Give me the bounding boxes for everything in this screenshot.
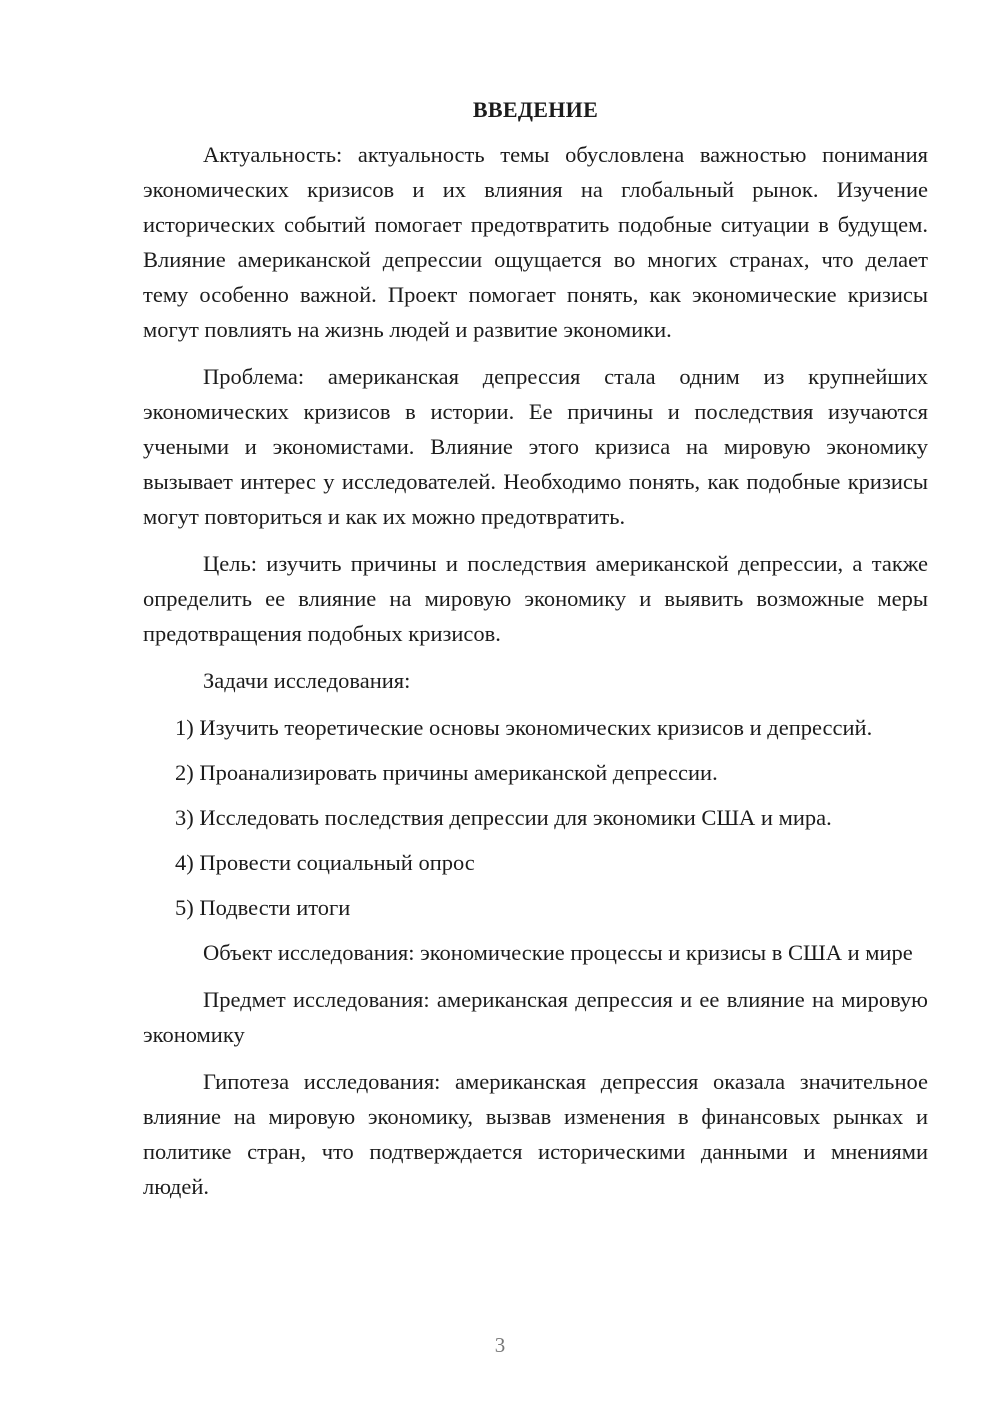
paragraph-object: Объект исследования: экономические процессы и кризисы в США и мире — [203, 940, 913, 965]
list-item: 5) Подвести итоги — [175, 895, 351, 920]
list-item: 3) Исследовать последствия депрессии для экономики США и мира. — [175, 805, 832, 830]
list-item: 1) Изучить теоретические основы экономических кризисов и депрессий. — [175, 715, 873, 740]
tasks-heading: Задачи исследования: — [203, 668, 411, 693]
paragraph-subject: Предмет исследования: американская депрессия и ее влияние на мировую экономику — [143, 987, 928, 1047]
page-title: ВВЕДЕНИЕ — [472, 97, 599, 122]
list-item: 4) Провести социальный опрос — [175, 850, 475, 875]
document-page — [143, 95, 928, 1216]
paragraph-hypothesis: Гипотеза исследования: американская депрессия оказала значительное влияние на мировую экономику, вызвав изменения в финансовых рынках и политике стран, что подтверждается историческими данными и мнениями людей. — [143, 1069, 928, 1199]
paragraph-problem: Проблема: американская депрессия стала одним из крупнейших экономических кризисов в истории. Ее причины и последствия изучаются учеными и экономистами. Влияние этого кризиса на мировую экономику вызывает интерес у исследователей. Необходимо понять, как подобные кризисы могут повториться и как их можно предотвратить. — [143, 364, 928, 529]
page-number: 3 — [494, 1333, 506, 1357]
paragraph-relevance: Актуальность: актуальность темы обусловлена важностью понимания экономических кризисов и их влияния на глобальный рынок. Изучение исторических событий помогает предотвратить подобные ситуации в будущем. Влияние американской депрессии ощущается во многих странах, что делает тему особенно важной. Проект помогает понять, как экономические кризисы могут повлиять на жизнь людей и развитие экономики. — [143, 142, 928, 342]
paragraph-goal: Цель: изучить причины и последствия американской депрессии, а также определить ее влияние на мировую экономику и выявить возможные меры предотвращения подобных кризисов. — [143, 551, 928, 646]
list-item: 2) Проанализировать причины американской депрессии. — [175, 760, 718, 785]
